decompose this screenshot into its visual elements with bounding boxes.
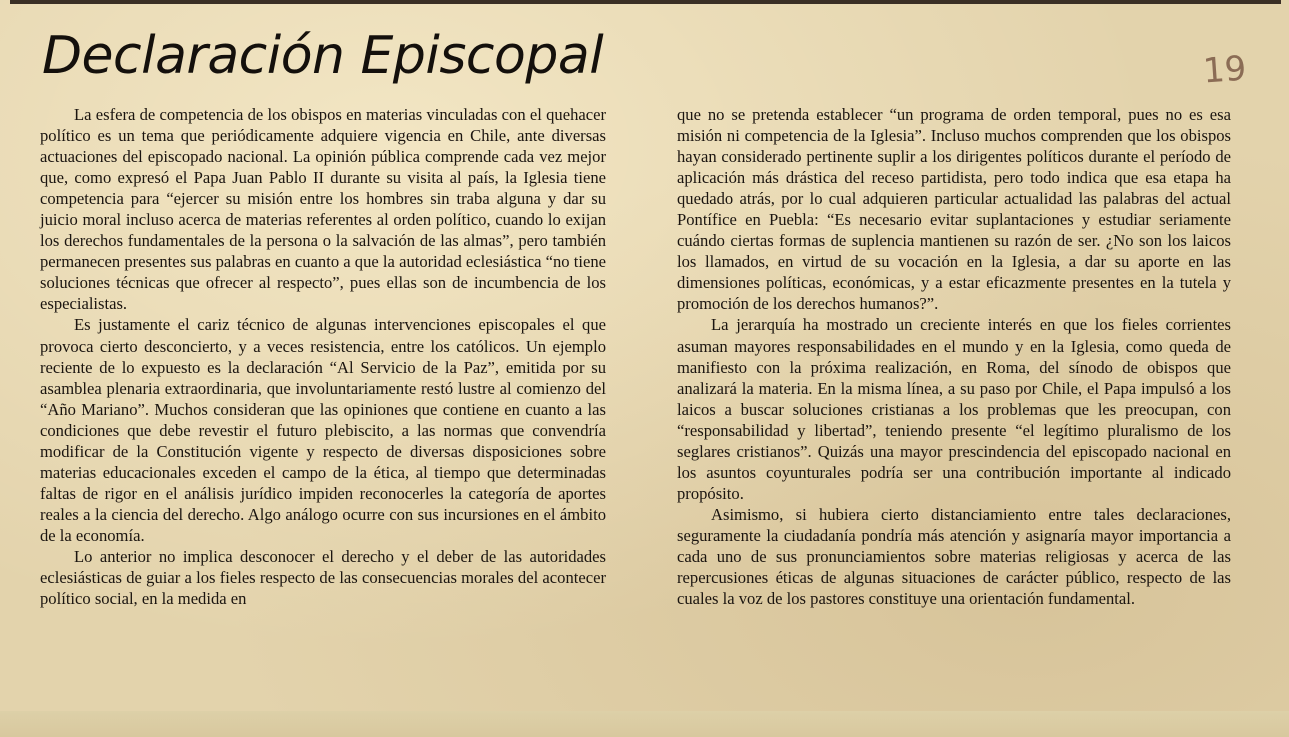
bottom-margin [0,711,1289,737]
left-column [40,104,606,609]
top-rule [10,0,1281,4]
right-column [677,104,1231,609]
handwritten-page-number: 19 [1201,48,1248,92]
paragraph: que no se pretenda establecer “un programa de orden temporal, pues no es esa misión ni competencia de la Iglesia”. Incluso muchos comprenden que los obispos hayan considerado pertinente suplir a los dirigentes políticos durante el período de aplicación más drástica del receso partidista, pero todo indica que esa etapa ha quedado atrás, por lo cual adquieren particular actualidad las palabras del actual Pontífice en Puebla: “Es necesario evitar suplantaciones y estudiar seriamente cuándo ciertas formas de suplencia mantienen su razón de ser. ¿No son los laicos los llamados, en virtud de su vocación en la Iglesia, a dar su aporte en las dimensiones políticas, económicas, y a estar eficazmente presentes en la tutela y promoción de los derechos humanos?”. [677,105,1231,314]
article-title: Declaración Episcopal [42,26,604,86]
paragraph: Asimismo, si hubiera cierto distanciamiento entre tales declaraciones, seguramente la ciudadanía pondría más atención y asignaría mayor importancia a cada uno de sus pronunciamientos sobre materias religiosas y acerca de las repercusiones éticas de algunas situaciones de carácter público, respecto de las cuales la voz de los pastores constituye una orientación fundamental. [677,504,1231,609]
paragraph: Es justamente el cariz técnico de algunas intervenciones episcopales el que provoca cierto desconcierto, y a veces resistencia, entre los católicos. Un ejemplo reciente de lo expuesto es la declaración “Al Servicio de la Paz”, emitida por su asamblea plenaria extraordinaria, que involuntariamente restó lustre al comienzo del “Año Mariano”. Muchos consideran que las opiniones que contiene en cuanto a las condiciones que debe revestir el futuro plebiscito, a las normas que convendría modificar de la Constitución vigente y respecto de diversas disposiciones sobre materias educacionales exceden el campo de la ética, al tiempo que determinadas faltas de rigor en el análisis jurídico impiden reconocerles la categoría de aportes reales a la ciencia del derecho. Algo análogo ocurre con sus incursiones en el ámbito de la economía. [40,315,606,545]
paragraph: La jerarquía ha mostrado un creciente interés en que los fieles corrientes asuman mayores responsabilidades en el mundo y en la Iglesia, como queda de manifiesto con la próxima realización, en Roma, del sínodo de obispos que analizará la materia. En la misma línea, a su paso por Chile, el Papa impulsó a los laicos a buscar soluciones cristianas a los problemas que les preocupan, con “responsabilidad y libertad”, teniendo presente “el legítimo pluralismo de los seglares cristianos”. Quizás una mayor prescindencia del episcopado nacional en los asuntos coyunturales podría ser una contribución importante al indicado propósito. [677,315,1231,503]
paragraph: Lo anterior no implica desconocer el derecho y el deber de las autoridades eclesiásticas de guiar a los fieles respecto de las consecuencias morales del acontecer político social, en la medida en [40,546,606,609]
paragraph: La esfera de competencia de los obispos en materias vinculadas con el quehacer político es un tema que periódicamente adquiere vigencia en Chile, ante diversas actuaciones del episcopado nacional. La opinión pública comprende cada vez mejor que, como expresó el Papa Juan Pablo II durante su visita al país, la Iglesia tiene competencia para “ejercer su misión entre los hombres sin traba alguna y dar su juicio moral incluso acerca de materias referentes al orden político, cuando lo exijan los derechos fundamentales de la persona o la salvación de las almas”, pero también permanecen presentes sus palabras en cuanto a que la autoridad eclesiástica “no tiene soluciones técnicas que ofrecer al respecto”, pues ellas son de incumbencia de los especialistas. [40,105,606,314]
